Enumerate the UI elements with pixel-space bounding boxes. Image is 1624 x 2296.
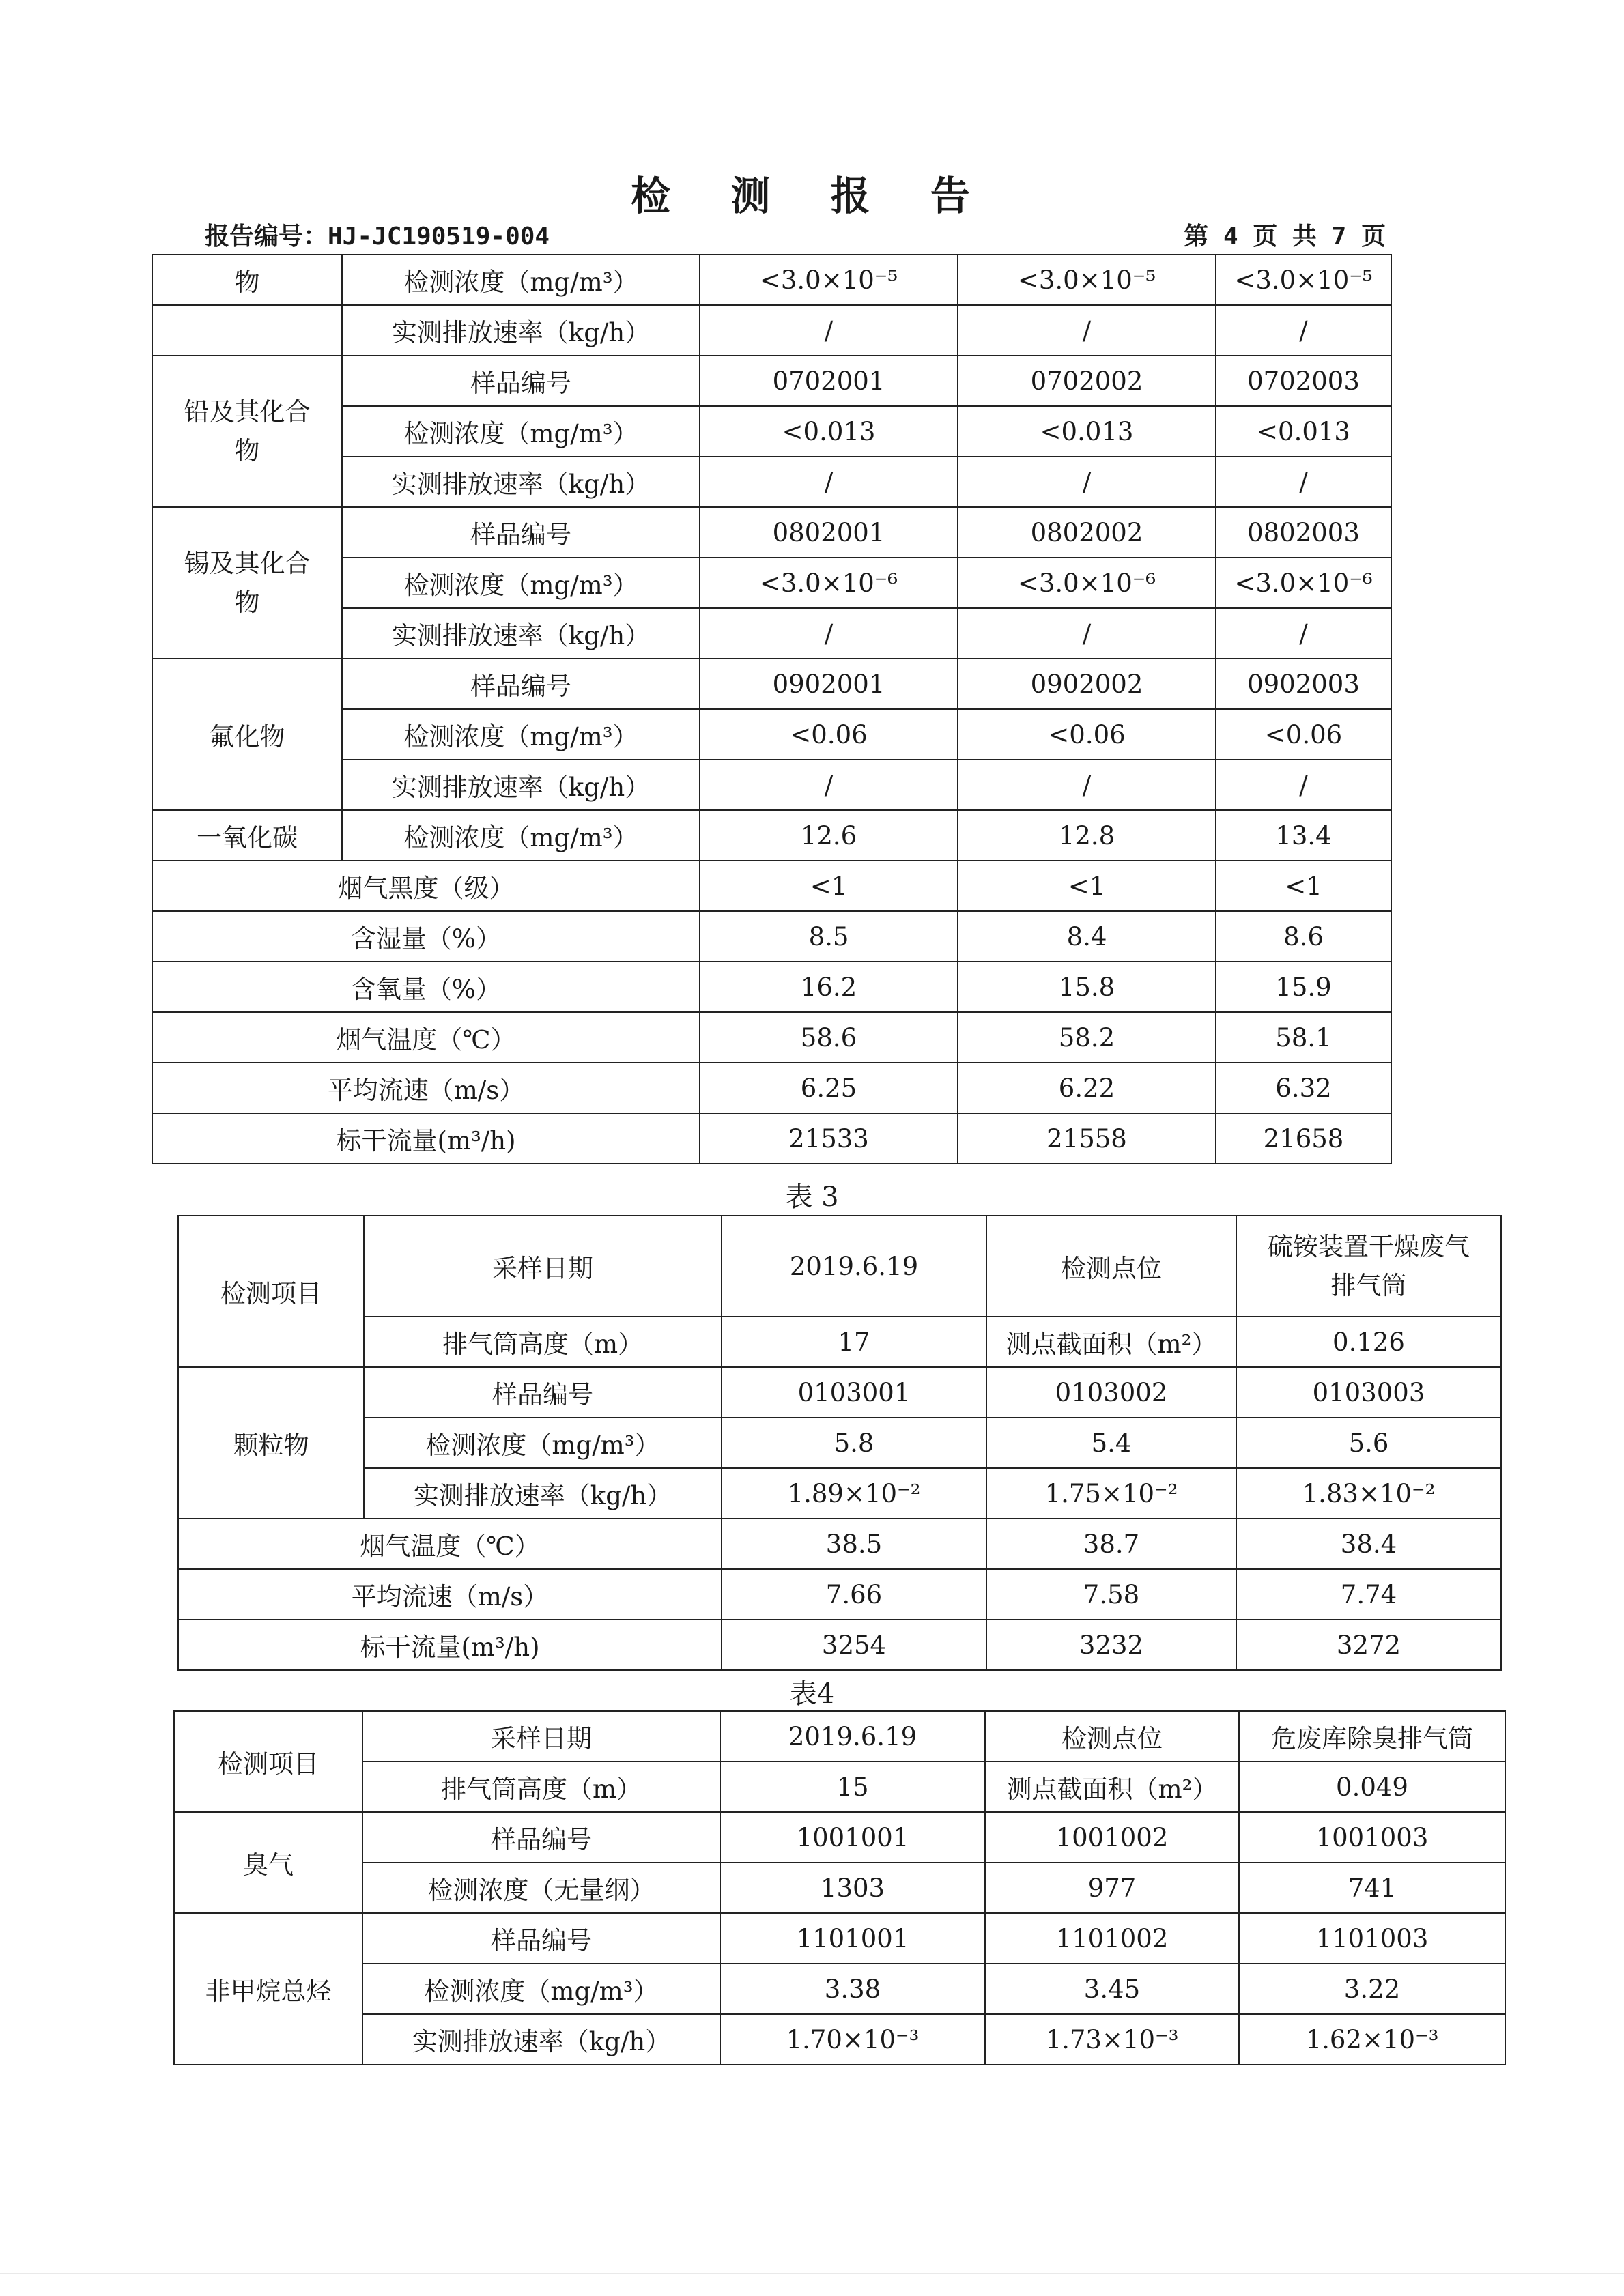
value-cell: 38.7	[986, 1519, 1236, 1569]
value-cell: 8.4	[958, 911, 1216, 962]
item-label: 标干流量(m³/h)	[178, 1620, 722, 1670]
item-label: 样品编号	[342, 507, 700, 558]
value-cell: 12.6	[700, 810, 958, 861]
value-cell: 1303	[720, 1863, 985, 1913]
value-cell: /	[958, 305, 1216, 356]
value-cell: /	[1216, 608, 1391, 659]
value-cell: 3.38	[720, 1964, 985, 2014]
value-cell: 0802001	[700, 507, 958, 558]
report-header	[205, 217, 1386, 252]
value-cell: 21558	[958, 1113, 1216, 1164]
stack-height-label: 排气筒高度（m）	[362, 1762, 720, 1812]
value-cell: 16.2	[700, 962, 958, 1012]
stack-height-value: 17	[722, 1317, 986, 1367]
value-cell: <0.013	[700, 406, 958, 457]
value-cell: <0.013	[958, 406, 1216, 457]
value-cell: 3232	[986, 1620, 1236, 1670]
value-cell: /	[700, 457, 958, 507]
item-label: 样品编号	[362, 1812, 720, 1863]
value-cell: <3.0×10⁻⁵	[1216, 255, 1391, 305]
value-cell: /	[700, 305, 958, 356]
value-cell: 38.5	[722, 1519, 986, 1569]
item-label: 烟气温度（℃）	[178, 1519, 722, 1569]
category-cell: 氟化物	[152, 659, 342, 810]
value-cell: 15.8	[958, 962, 1216, 1012]
value-cell: 1001003	[1239, 1812, 1505, 1863]
value-cell: 7.58	[986, 1569, 1236, 1620]
value-cell: /	[958, 457, 1216, 507]
value-cell: <1	[1216, 861, 1391, 911]
value-cell: 7.66	[722, 1569, 986, 1620]
value-cell: 3.22	[1239, 1964, 1505, 2014]
stack-height-value: 15	[720, 1762, 985, 1812]
item-label: 样品编号	[342, 659, 700, 709]
value-cell: 7.74	[1236, 1569, 1501, 1620]
value-cell: 15.9	[1216, 962, 1391, 1012]
value-cell: 1.62×10⁻³	[1239, 2014, 1505, 2065]
value-cell: 1.89×10⁻²	[722, 1468, 986, 1519]
value-cell: 0702002	[958, 356, 1216, 406]
item-label: 检测浓度（mg/m³）	[342, 558, 700, 608]
value-cell: <1	[700, 861, 958, 911]
value-cell: 8.6	[1216, 911, 1391, 962]
sampling-date-value: 2019.6.19	[722, 1216, 986, 1317]
value-cell: 0103003	[1236, 1367, 1501, 1418]
table-3-caption: 表 3	[785, 1181, 839, 1213]
category-cell	[152, 305, 342, 356]
value-cell: 5.4	[986, 1418, 1236, 1468]
value-cell: 1101002	[985, 1913, 1239, 1964]
item-label: 检测浓度（mg/m³）	[362, 1964, 720, 2014]
value-cell: 38.4	[1236, 1519, 1501, 1569]
section-area-label: 测点截面积（m²）	[986, 1317, 1236, 1367]
value-cell: /	[958, 760, 1216, 810]
value-cell: /	[700, 608, 958, 659]
value-cell: 8.5	[700, 911, 958, 962]
scan-edge-line	[0, 2273, 1624, 2274]
category-cell: 锡及其化合物	[152, 507, 342, 659]
table-2	[152, 254, 1392, 1164]
value-cell: 58.2	[958, 1012, 1216, 1063]
category-cell: 颗粒物	[178, 1367, 364, 1519]
item-label: 检测浓度（无量纲）	[362, 1863, 720, 1913]
value-cell: 58.1	[1216, 1012, 1391, 1063]
value-cell: 12.8	[958, 810, 1216, 861]
value-cell: <0.06	[700, 709, 958, 760]
monitoring-point-value: 硫铵装置干燥废气排气筒	[1236, 1216, 1501, 1317]
value-cell: <3.0×10⁻⁵	[700, 255, 958, 305]
value-cell: /	[1216, 760, 1391, 810]
value-cell: <0.06	[958, 709, 1216, 760]
detection-item-header: 检测项目	[174, 1711, 362, 1812]
value-cell: 58.6	[700, 1012, 958, 1063]
value-cell: /	[1216, 305, 1391, 356]
value-cell: 5.8	[722, 1418, 986, 1468]
item-label: 检测浓度（mg/m³）	[342, 810, 700, 861]
item-label: 样品编号	[342, 356, 700, 406]
value-cell: 1101003	[1239, 1913, 1505, 1964]
value-cell: 21533	[700, 1113, 958, 1164]
category-cell: 非甲烷总烃	[174, 1913, 362, 2065]
value-cell: 1.73×10⁻³	[985, 2014, 1239, 2065]
table-4	[173, 1710, 1506, 2065]
value-cell: 3.45	[985, 1964, 1239, 2014]
item-label: 烟气黑度（级）	[152, 861, 700, 911]
item-label: 样品编号	[362, 1913, 720, 1964]
sampling-date-label: 采样日期	[364, 1216, 722, 1317]
value-cell: 1.83×10⁻²	[1236, 1468, 1501, 1519]
value-cell: 0802003	[1216, 507, 1391, 558]
value-cell: 977	[985, 1863, 1239, 1913]
value-cell: 1.70×10⁻³	[720, 2014, 985, 2065]
value-cell: 6.32	[1216, 1063, 1391, 1113]
value-cell: 6.22	[958, 1063, 1216, 1113]
value-cell: /	[700, 760, 958, 810]
monitoring-point-label: 检测点位	[986, 1216, 1236, 1317]
item-label: 实测排放速率（kg/h）	[362, 2014, 720, 2065]
value-cell: <3.0×10⁻⁶	[700, 558, 958, 608]
item-label: 含氧量（%）	[152, 962, 700, 1012]
section-area-value: 0.126	[1236, 1317, 1501, 1367]
item-label: 烟气温度（℃）	[152, 1012, 700, 1063]
sampling-date-value: 2019.6.19	[720, 1711, 985, 1762]
value-cell: <3.0×10⁻⁶	[1216, 558, 1391, 608]
value-cell: 6.25	[700, 1063, 958, 1113]
report-title: 检 测 报 告	[631, 173, 993, 219]
item-label: 检测浓度（mg/m³）	[342, 709, 700, 760]
item-label: 样品编号	[364, 1367, 722, 1418]
monitoring-point-label: 检测点位	[985, 1711, 1239, 1762]
item-label: 检测浓度（mg/m³）	[364, 1418, 722, 1468]
monitoring-point-value: 危废库除臭排气筒	[1239, 1711, 1505, 1762]
report-number: 报告编号：HJ-JC190519-004	[205, 223, 550, 250]
value-cell: <0.06	[1216, 709, 1391, 760]
item-label: 实测排放速率（kg/h）	[342, 305, 700, 356]
item-label: 平均流速（m/s）	[178, 1569, 722, 1620]
table-4-caption: 表4	[789, 1678, 835, 1710]
value-cell: 3254	[722, 1620, 986, 1670]
category-cell: 一氧化碳	[152, 810, 342, 861]
item-label: 标干流量(m³/h)	[152, 1113, 700, 1164]
value-cell: 0702003	[1216, 356, 1391, 406]
item-label: 实测排放速率（kg/h）	[342, 760, 700, 810]
item-label: 实测排放速率（kg/h）	[342, 608, 700, 659]
value-cell: <0.013	[1216, 406, 1391, 457]
table-3	[177, 1215, 1502, 1671]
item-label: 检测浓度（mg/m³）	[342, 255, 700, 305]
value-cell: 21658	[1216, 1113, 1391, 1164]
value-cell: /	[1216, 457, 1391, 507]
value-cell: 1.75×10⁻²	[986, 1468, 1236, 1519]
value-cell: <3.0×10⁻⁵	[958, 255, 1216, 305]
value-cell: 741	[1239, 1863, 1505, 1913]
value-cell: 0702001	[700, 356, 958, 406]
value-cell: 0902001	[700, 659, 958, 709]
value-cell: 5.6	[1236, 1418, 1501, 1468]
value-cell: 0103001	[722, 1367, 986, 1418]
value-cell: 0902003	[1216, 659, 1391, 709]
value-cell: 0802002	[958, 507, 1216, 558]
value-cell: <3.0×10⁻⁶	[958, 558, 1216, 608]
value-cell: 3272	[1236, 1620, 1501, 1670]
category-cell: 铅及其化合物	[152, 356, 342, 507]
section-area-value: 0.049	[1239, 1762, 1505, 1812]
section-area-label: 测点截面积（m²）	[985, 1762, 1239, 1812]
value-cell: 1101001	[720, 1913, 985, 1964]
category-cell: 臭气	[174, 1812, 362, 1913]
stack-height-label: 排气筒高度（m）	[364, 1317, 722, 1367]
detection-item-header: 检测项目	[178, 1216, 364, 1367]
value-cell: 1001001	[720, 1812, 985, 1863]
value-cell: /	[958, 608, 1216, 659]
sampling-date-label: 采样日期	[362, 1711, 720, 1762]
value-cell: <1	[958, 861, 1216, 911]
item-label: 平均流速（m/s）	[152, 1063, 700, 1113]
value-cell: 0103002	[986, 1367, 1236, 1418]
category-cell: 物	[152, 255, 342, 305]
item-label: 含湿量（%）	[152, 911, 700, 962]
item-label: 实测排放速率（kg/h）	[364, 1468, 722, 1519]
item-label: 实测排放速率（kg/h）	[342, 457, 700, 507]
value-cell: 1001002	[985, 1812, 1239, 1863]
item-label: 检测浓度（mg/m³）	[342, 406, 700, 457]
value-cell: 13.4	[1216, 810, 1391, 861]
value-cell: 0902002	[958, 659, 1216, 709]
page-info: 第 4 页 共 7 页	[1184, 223, 1386, 250]
